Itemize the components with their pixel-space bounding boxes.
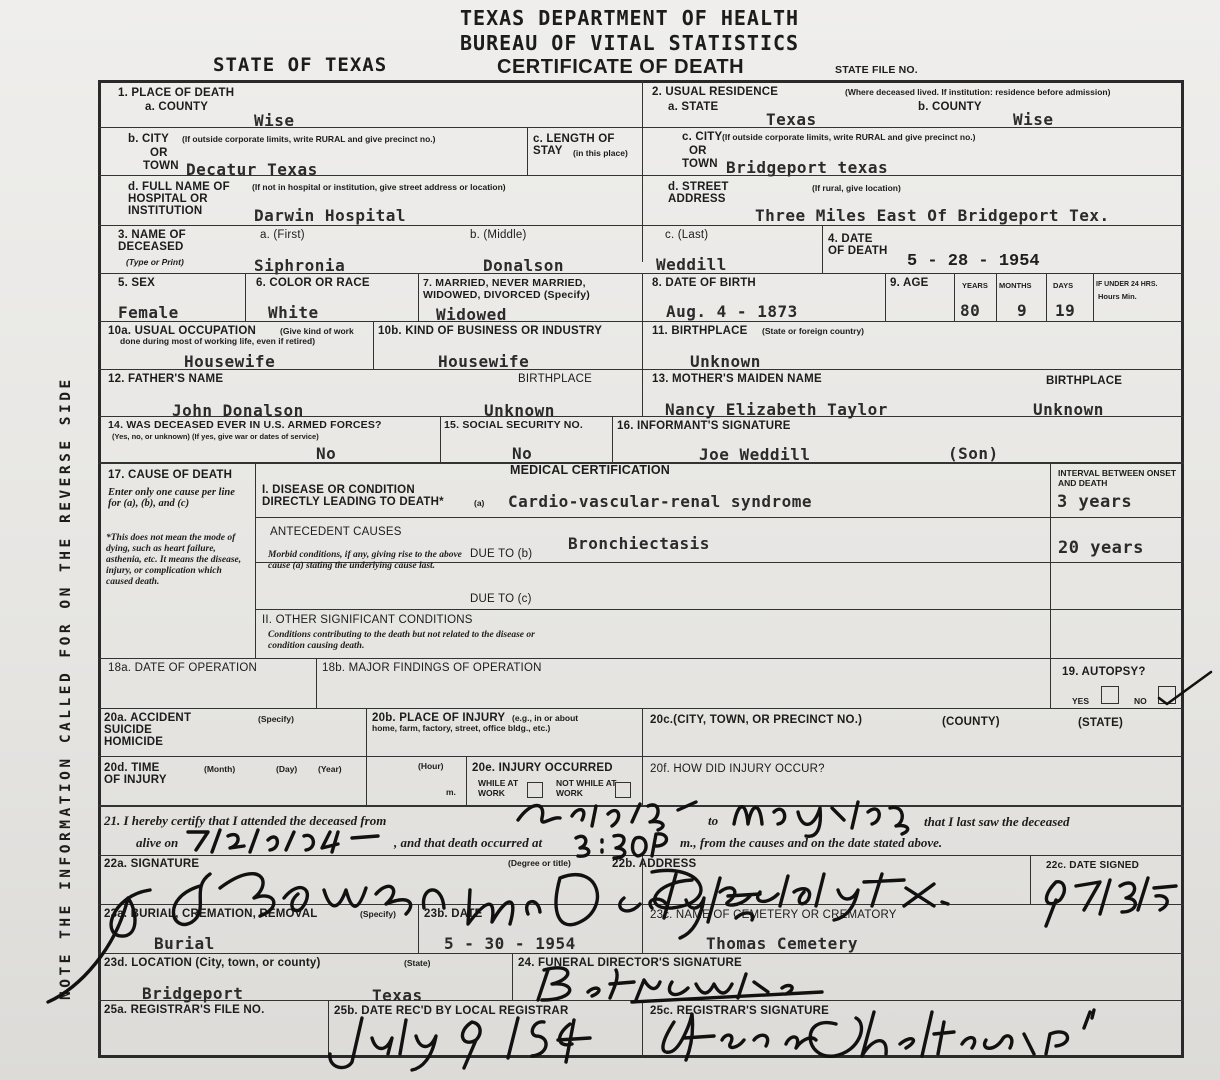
res-town-label: TOWN	[682, 158, 718, 170]
time-of-injury-label: 20d. TIME OF INJURY	[104, 762, 167, 786]
rule	[642, 369, 643, 416]
how-injury-label: 20f. HOW DID INJURY OCCUR?	[650, 763, 825, 775]
mother-value: Nancy Elizabeth Taylor	[665, 400, 888, 419]
rule	[98, 225, 1184, 226]
informant-label: 16. INFORMANT'S SIGNATURE	[617, 420, 791, 432]
last-name-label: c. (Last)	[665, 229, 709, 241]
rule	[255, 462, 256, 658]
under-24-label: IF UNDER 24 HRS.	[1096, 281, 1158, 288]
burial-value: Burial	[154, 934, 215, 953]
place-of-injury-hint: (e.g., in or about home, farm, factory, street, office bldg., etc.)	[372, 713, 579, 733]
due-to-b-label: DUE TO (b)	[470, 548, 533, 560]
race-label: 6. COLOR OR RACE	[256, 277, 370, 289]
rule	[98, 321, 1184, 322]
date-received-label: 25b. DATE REC'D BY LOCAL REGISTRAR	[334, 1005, 569, 1017]
registrar-signature-label: 25c. REGISTRAR'S SIGNATURE	[650, 1005, 829, 1017]
months-label: MONTHS	[999, 281, 1032, 290]
ssn-value: No	[512, 444, 533, 463]
certify-causes: m., from the causes and on the date stated above.	[680, 835, 943, 850]
length-of-stay-label: c. LENGTH OF STAY	[533, 133, 615, 157]
cause-b-value: Bronchiectasis	[568, 534, 710, 553]
rule	[98, 658, 1184, 659]
rule	[255, 517, 1184, 518]
date-of-death-label: 4. DATE OF DEATH	[828, 233, 888, 257]
location-state-label: (State)	[404, 958, 431, 968]
rule	[996, 273, 997, 321]
rule	[366, 708, 367, 805]
certify-last-saw: that I last saw the deceased	[924, 814, 1070, 829]
length-of-stay-hint: (in this place)	[573, 148, 628, 158]
autopsy-yes-label: YES	[1072, 696, 1090, 706]
rule	[822, 225, 823, 273]
autopsy-yes-checkbox[interactable]	[1101, 686, 1119, 704]
res-state-label: a. STATE	[668, 101, 719, 113]
rule	[1093, 273, 1094, 321]
other-conditions-note: Conditions contributing to the death but not related to the disease or condition causing death.	[268, 630, 535, 651]
armed-forces-label: 14. WAS DECEASED EVER IN U.S. ARMED FORCES?	[108, 419, 382, 431]
rule	[1050, 462, 1051, 708]
date-signed-label: 22c. DATE SIGNED	[1046, 860, 1140, 871]
birthplace-hint: (State or foreign country)	[762, 326, 865, 336]
street-hint: (If rural, give location)	[812, 183, 901, 193]
rule	[642, 175, 1184, 176]
res-county-label: b. COUNTY	[918, 101, 982, 113]
last-name-value: Weddill	[656, 255, 727, 274]
rule	[885, 273, 886, 321]
certify-to: to	[708, 813, 719, 828]
findings-label: 18b. MAJOR FINDINGS OF OPERATION	[322, 662, 542, 674]
res-city-hint: (If outside corporate limits, write RURAL and give precinct no.)	[722, 132, 976, 142]
age-days-value: 19	[1055, 301, 1076, 320]
age-months-value: 9	[1017, 301, 1028, 320]
cause-a-mark: (a)	[474, 498, 485, 508]
rule	[98, 127, 642, 128]
hours-min-label: Hours Min.	[1098, 292, 1137, 301]
accident-specify: (Specify)	[258, 714, 294, 724]
ssn-label: 15. SOCIAL SECURITY NO.	[444, 419, 583, 431]
enter-one-cause-note: Enter only one cause per line for (a), (b), and (c)	[108, 487, 235, 509]
certify-alive-on: alive on	[136, 835, 179, 850]
birth-date-label: 8. DATE OF BIRTH	[652, 277, 756, 289]
day-label: (Day)	[276, 764, 298, 774]
marital-label: 7. MARRIED, NEVER MARRIED, WIDOWED, DIVORCED (Specify)	[423, 277, 590, 301]
bureau-heading: BUREAU OF VITAL STATISTICS	[460, 31, 800, 55]
cemetery-value: Thomas Cemetery	[706, 934, 858, 953]
interval-label: INTERVAL BETWEEN ONSET AND DEATH	[1058, 468, 1177, 488]
degree-label: (Degree or title)	[508, 858, 571, 868]
father-birthplace-label: BIRTHPLACE	[518, 373, 593, 385]
attended-to-handwriting	[728, 794, 923, 838]
first-name-value: Siphronia	[254, 256, 346, 275]
autopsy-label: 19. AUTOPSY?	[1062, 666, 1146, 678]
birth-date-value: Aug. 4 - 1873	[666, 302, 798, 321]
registrar-file-label: 25a. REGISTRAR'S FILE NO.	[104, 1004, 265, 1016]
city-label: b. CITY	[128, 133, 170, 145]
rule	[373, 321, 374, 369]
street-label: d. STREET ADDRESS	[668, 181, 729, 205]
race-value: White	[268, 303, 319, 322]
cause-a-value: Cardio-vascular-renal syndrome	[508, 492, 812, 511]
hospital-label: d. FULL NAME OF HOSPITAL OR INSTITUTION	[128, 181, 230, 217]
other-conditions-label: II. OTHER SIGNIFICANT CONDITIONS	[262, 614, 473, 626]
armed-forces-value: No	[316, 444, 337, 463]
injury-occurred-label: 20e. INJURY OCCURRED	[472, 762, 613, 774]
business-value: Housewife	[438, 352, 530, 371]
accident-label: 20a. ACCIDENT SUICIDE HOMICIDE	[104, 712, 192, 748]
rule	[98, 175, 642, 176]
age-years-value: 80	[960, 301, 981, 320]
town-label: TOWN	[143, 160, 179, 172]
injury-city-label: 20c.(CITY, TOWN, OR PRECINCT NO.)	[650, 714, 863, 726]
interval-b-value: 20 years	[1058, 538, 1144, 558]
cause-of-death-label: 17. CAUSE OF DEATH	[108, 469, 233, 481]
certify-death-occurred: , and that death occurred at	[394, 835, 543, 850]
res-or-label: OR	[689, 145, 707, 157]
usual-residence-label: 2. USUAL RESIDENCE	[652, 86, 779, 98]
res-city-label: c. CITY	[682, 131, 723, 143]
injury-state-label: (STATE)	[1078, 717, 1124, 729]
rule	[245, 273, 246, 321]
autopsy-check-mark-icon	[1155, 668, 1215, 708]
date-received-handwriting	[322, 1012, 622, 1072]
rule	[642, 273, 643, 369]
name-label: 3. NAME OF DECEASED	[118, 229, 186, 253]
burial-date-label: 23b. DATE	[424, 908, 483, 920]
city-value: Decatur Texas	[186, 160, 318, 179]
burial-label: 23a. BURIAL, CREMATION, REMOVAL	[104, 908, 318, 920]
date-of-operation-label: 18a. DATE OF OPERATION	[108, 662, 258, 674]
autopsy-no-label: NO	[1134, 696, 1147, 706]
while-at-work-label: WHILE AT WORK	[478, 778, 519, 798]
county-value: Wise	[254, 111, 295, 130]
father-birthplace-value: Unknown	[484, 401, 555, 420]
location-state-value: Texas	[372, 986, 423, 1005]
hour-label: (Hour)	[418, 761, 444, 771]
medical-certification-label: MEDICAL CERTIFICATION	[510, 463, 670, 477]
year-label: (Year)	[318, 764, 342, 774]
month-label: (Month)	[204, 764, 236, 774]
city-hint: (If outside corporate limits, write RURAL and give precinct no.)	[182, 134, 436, 144]
location-value: Bridgeport	[142, 984, 244, 1003]
mode-of-dying-note: *This does not mean the mode of dying, such as heart failure, asthenia, etc. It means the disease, injury, or complication which caused death.	[106, 533, 242, 587]
sex-value: Female	[118, 303, 179, 322]
or-label: OR	[150, 147, 168, 159]
rule	[255, 609, 1184, 610]
reverse-side-note: NOTE THE INFORMATION CALLED FOR ON THE REVERSE SIDE	[58, 376, 74, 1000]
res-city-value: Bridgeport texas	[726, 158, 889, 177]
cemetery-label: 23c. NAME OF CEMETERY OR CREMATORY	[650, 909, 897, 921]
date-signed-handwriting	[1036, 870, 1186, 930]
hospital-hint: (If not in hospital or institution, give street address or location)	[252, 182, 506, 192]
marital-value: Widowed	[436, 305, 507, 324]
rule	[418, 273, 419, 321]
sex-label: 5. SEX	[118, 277, 155, 289]
injury-county-label: (COUNTY)	[942, 716, 1000, 728]
rule	[642, 127, 1184, 128]
rule	[642, 1000, 643, 1058]
middle-name-label: b. (Middle)	[470, 229, 527, 241]
mother-birthplace-label: BIRTHPLACE	[1046, 375, 1123, 387]
funeral-director-label: 24. FUNERAL DIRECTOR'S SIGNATURE	[518, 957, 742, 969]
location-label: 23d. LOCATION (City, town, or county)	[104, 957, 321, 969]
antecedent-label: ANTECEDENT CAUSES	[270, 526, 402, 538]
date-of-death-value: 5 - 28 - 1954	[907, 252, 1040, 271]
rule	[316, 658, 317, 708]
rule	[440, 416, 441, 462]
age-label: 9. AGE	[890, 277, 929, 289]
certify-text: 21. I hereby certify that I attended the deceased from	[104, 813, 387, 828]
burial-date-value: 5 - 30 - 1954	[444, 934, 576, 953]
rule	[466, 756, 467, 805]
m-label: m.	[446, 787, 456, 797]
first-name-label: a. (First)	[260, 229, 305, 241]
rule	[1030, 855, 1031, 904]
address-label: 22b. ADDRESS	[612, 858, 697, 870]
funeral-director-signature-handwriting	[532, 962, 832, 1006]
morbid-note: Morbid conditions, if any, giving rise to the above cause (a) stating the underlying cause last.	[268, 550, 462, 571]
street-value: Three Miles East Of Bridgeport Tex.	[755, 206, 1110, 225]
registrar-signature-handwriting	[650, 1004, 1140, 1064]
business-label: 10b. KIND OF BUSINESS OR INDUSTRY	[378, 325, 603, 337]
rule	[642, 80, 643, 262]
rule	[642, 708, 643, 805]
burial-specify: (Specify)	[360, 909, 396, 919]
informant-relation-value: (Son)	[948, 444, 999, 463]
state-file-no-label: STATE FILE NO.	[835, 64, 918, 76]
days-label: DAYS	[1053, 281, 1074, 290]
rule	[98, 708, 1184, 709]
not-while-at-work-label: NOT WHILE AT WORK	[556, 778, 617, 798]
rule	[98, 756, 1184, 757]
years-label: YEARS	[962, 281, 988, 290]
place-of-death-label: 1. PLACE OF DEATH	[118, 87, 235, 99]
rule	[612, 416, 613, 462]
due-to-c-label: DUE TO (c)	[470, 593, 532, 605]
interval-a-value: 3 years	[1057, 492, 1133, 512]
usual-residence-hint: (Where deceased lived. If institution: residence before admission)	[845, 87, 1111, 97]
rule	[954, 273, 955, 321]
informant-value: Joe Weddill	[699, 445, 811, 464]
birthplace-label: 11. BIRTHPLACE	[652, 325, 748, 337]
occupation-hint: (Give kind of work done during most of working life, even if retired)	[120, 326, 354, 346]
occupation-label: 10a. USUAL OCCUPATION	[108, 325, 256, 337]
mother-birthplace-value: Unknown	[1033, 400, 1104, 419]
res-county-value: Wise	[1013, 110, 1054, 129]
state-heading: STATE OF TEXAS	[213, 54, 388, 76]
hospital-value: Darwin Hospital	[254, 206, 406, 225]
birthplace-value: Unknown	[690, 352, 761, 371]
place-of-injury-label: 20b. PLACE OF INJURY	[372, 712, 506, 724]
rule	[1046, 273, 1047, 321]
certificate-title: CERTIFICATE OF DEATH	[497, 56, 745, 78]
physician-address-handwriting	[642, 862, 982, 914]
county-label: a. COUNTY	[145, 101, 209, 113]
signature-label: 22a. SIGNATURE	[104, 858, 200, 870]
father-label: 12. FATHER'S NAME	[108, 373, 224, 385]
occupation-value: Housewife	[184, 352, 276, 371]
father-value: John Donalson	[172, 401, 304, 420]
rule	[527, 127, 528, 175]
armed-forces-hint: (Yes, no, or unknown) (If yes, give war or dates of service)	[112, 432, 319, 441]
res-state-value: Texas	[766, 110, 817, 129]
middle-name-value: Donalson	[483, 256, 565, 275]
name-hint: (Type or Print)	[126, 257, 184, 267]
mother-label: 13. MOTHER'S MAIDEN NAME	[652, 373, 822, 385]
agency-heading: TEXAS DEPARTMENT OF HEALTH	[460, 6, 800, 30]
disease-label: I. DISEASE OR CONDITION DIRECTLY LEADING TO DEATH*	[262, 484, 444, 508]
